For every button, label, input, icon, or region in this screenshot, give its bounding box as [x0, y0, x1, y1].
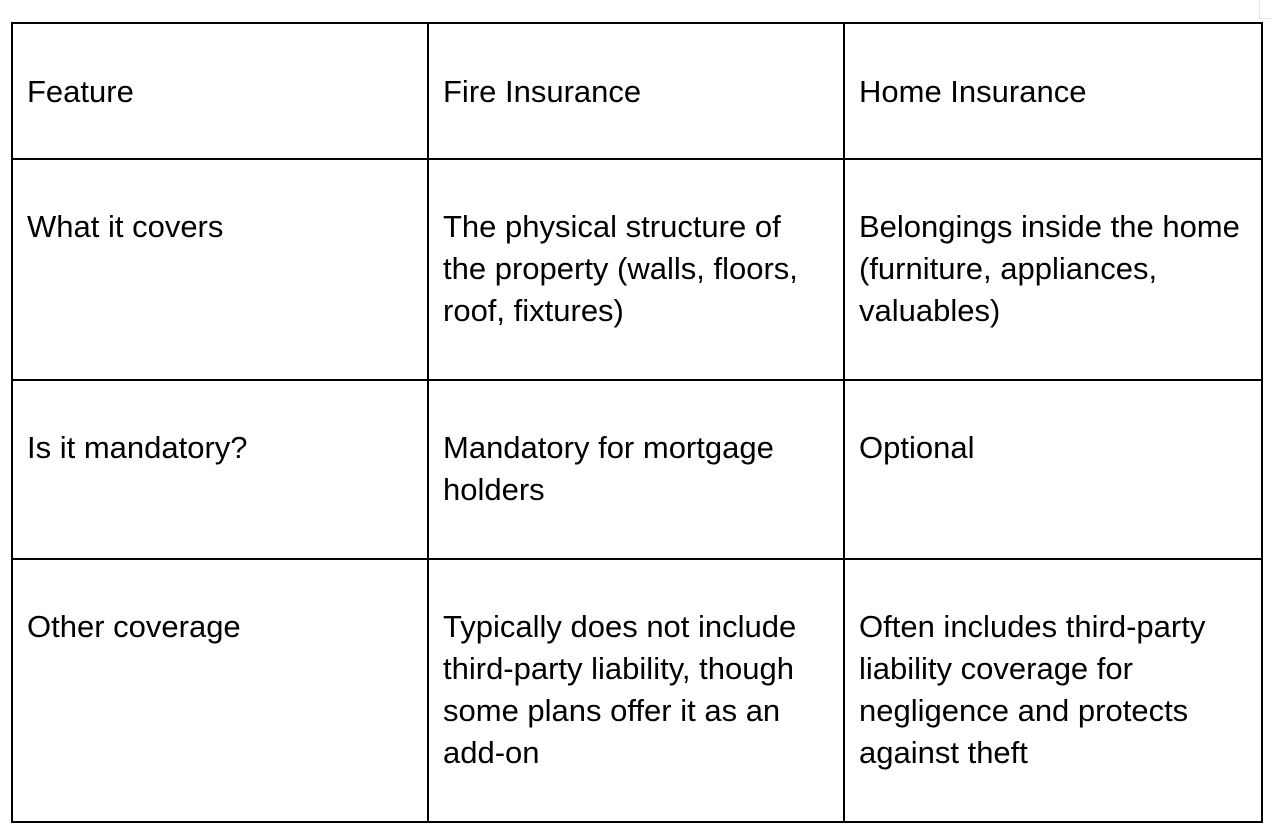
table-row [12, 380, 1262, 559]
table-cell-fire-insurance: Mandatory for mortgage holders [428, 380, 844, 559]
table-cell-feature: Is it mandatory? [12, 380, 428, 559]
table-row [12, 559, 1262, 822]
corner-divider [1259, 0, 1272, 19]
table-row [12, 159, 1262, 380]
comparison-table [11, 22, 1263, 823]
header-cell-feature: Feature [12, 23, 428, 159]
table-cell-home-insurance: Optional [844, 380, 1262, 559]
table-cell-feature: Other coverage [12, 559, 428, 822]
table-cell-home-insurance: Belongings inside the home (furniture, appliances, valuables) [844, 159, 1262, 380]
table-header-row [12, 23, 1262, 159]
table-cell-fire-insurance: Typically does not include third-party liability, though some plans offer it as an add-on [428, 559, 844, 822]
header-cell-fire-insurance: Fire Insurance [428, 23, 844, 159]
table-cell-home-insurance: Often includes third-party liability coverage for negligence and protects against theft [844, 559, 1262, 822]
table-cell-feature: What it covers [12, 159, 428, 380]
table-cell-fire-insurance: The physical structure of the property (walls, floors, roof, fixtures) [428, 159, 844, 380]
header-cell-home-insurance: Home Insurance [844, 23, 1262, 159]
